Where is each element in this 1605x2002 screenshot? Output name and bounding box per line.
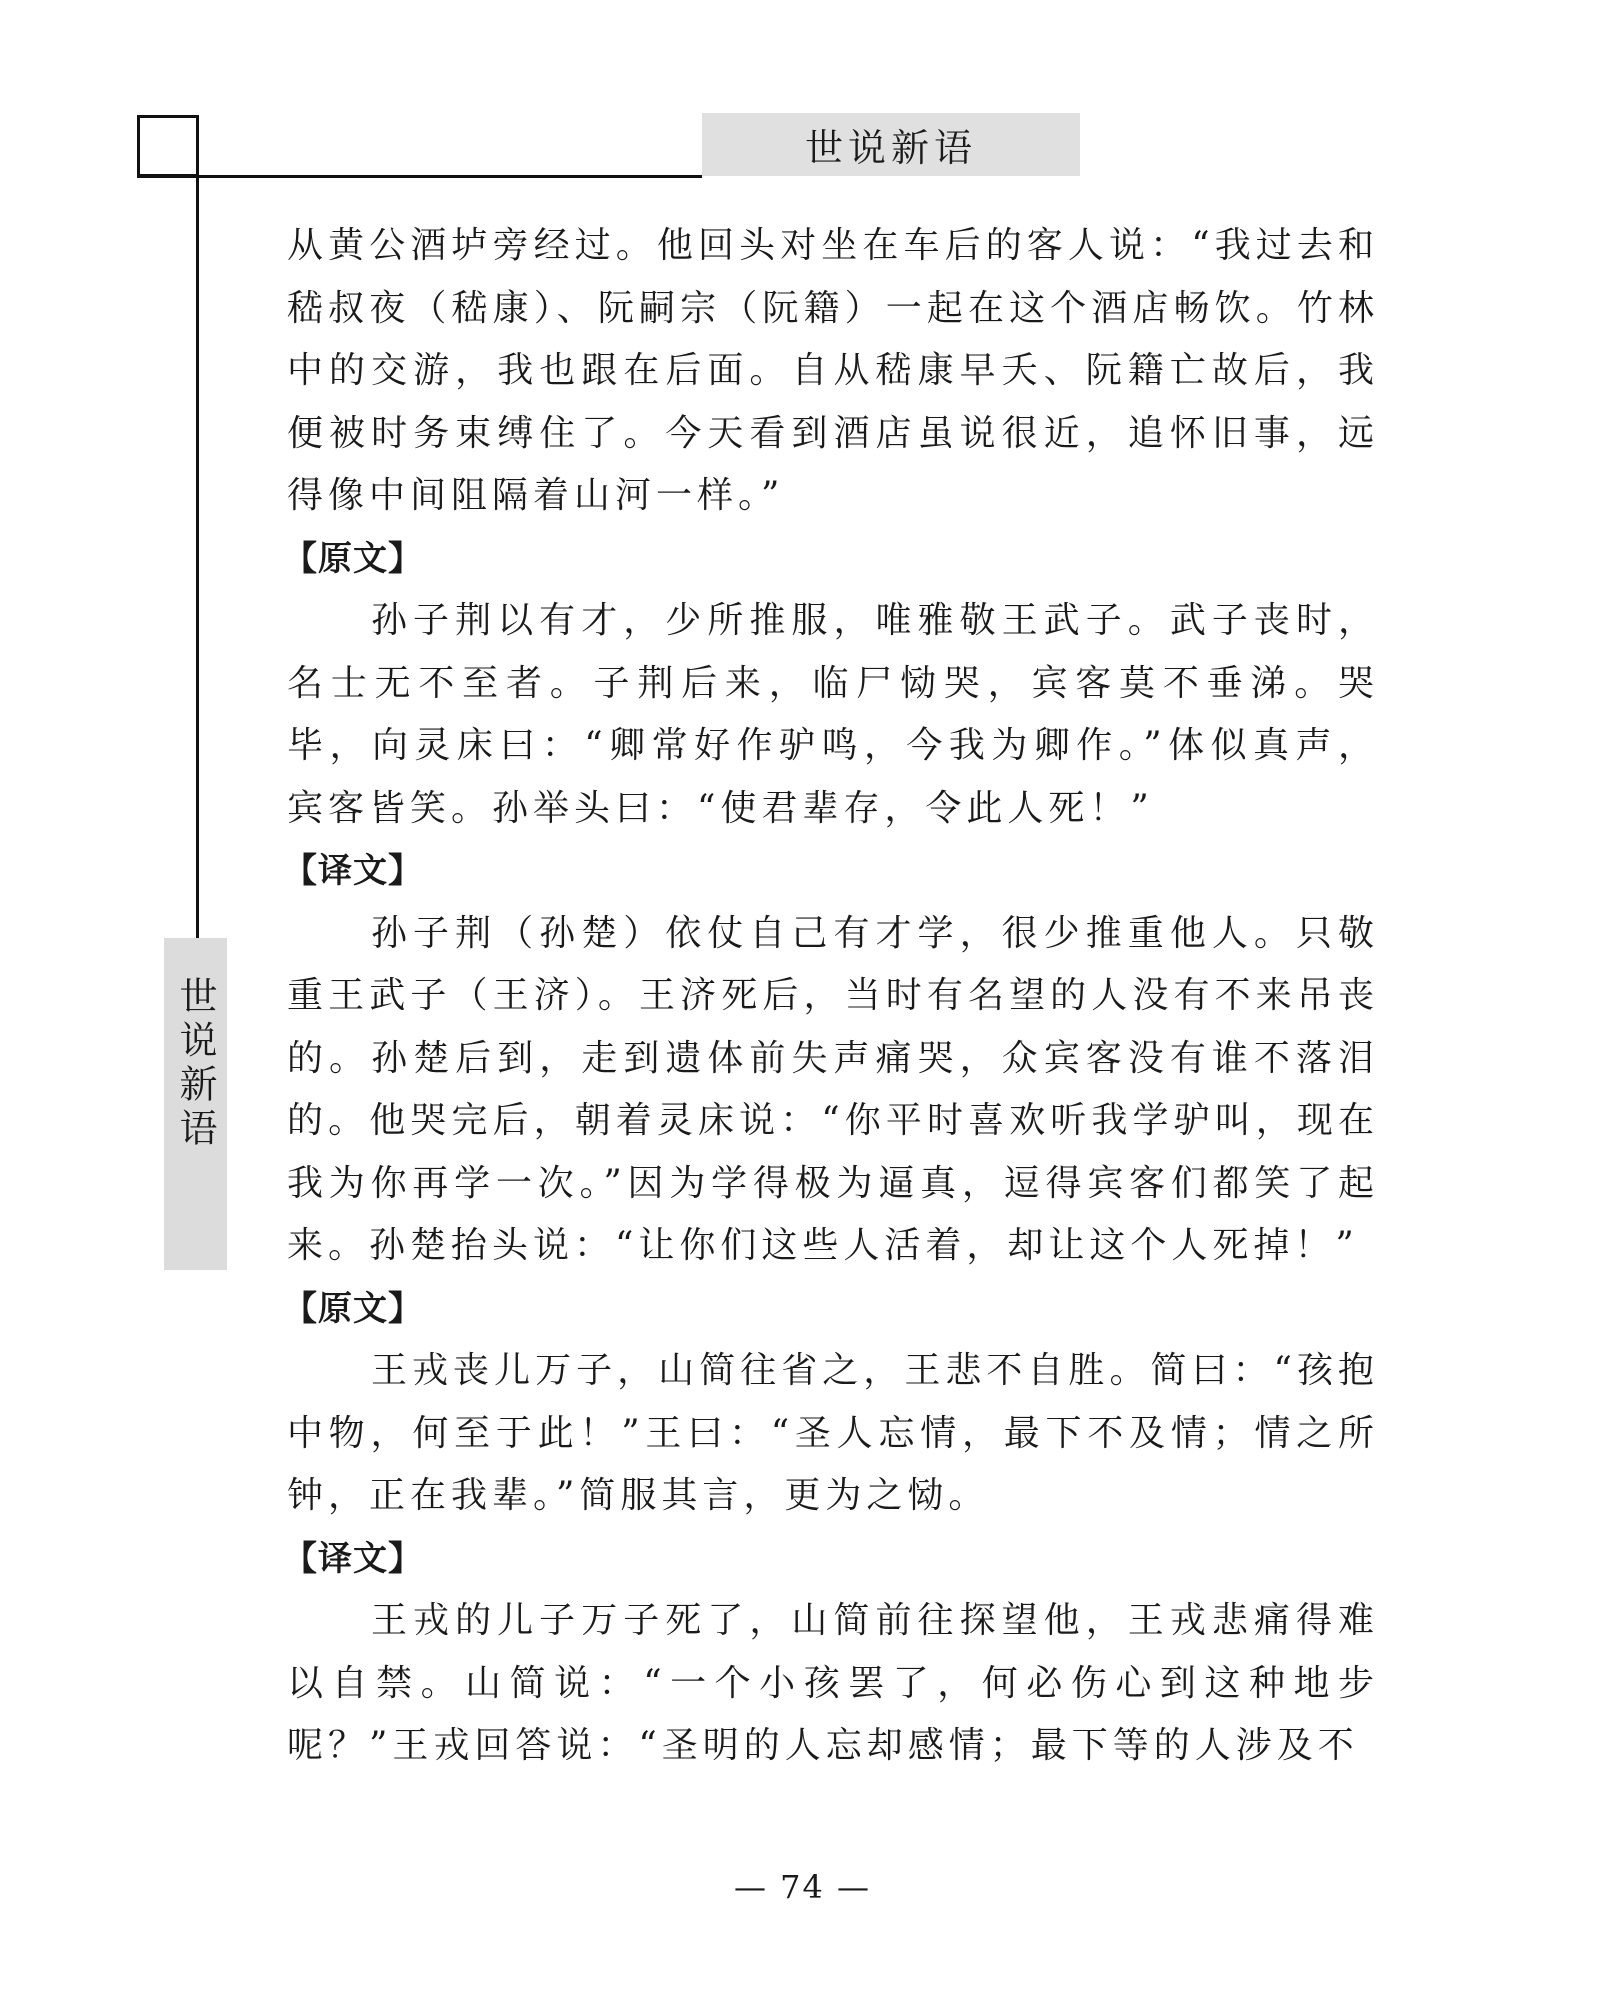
paragraph: 孙子荆以有才，少所推服，唯雅敬王武子。武子丧时，名士无不至者。子荆后来，临尸恸哭，宾客莫不垂涕。哭毕，向灵床曰：“卿常好作驴鸣，今我为卿作。”体似真声，宾客皆笑。孙举头曰：“使君辈存，令此人死！” — [287, 600, 1379, 829]
side-tab — [164, 938, 227, 1270]
paragraph: 孙子荆（孙楚）依仗自己有才学，很少推重他人。只敬重王武子（王济）。王济死后，当时有名望的人没有不来吊丧的。孙楚后到，走到遗体前失声痛哭，众宾客没有谁不落泪的。他哭完后，朝着灵床说：“你平时喜欢听我学驴叫，现在我为你再学一次。”因为学得极为逼真，逗得宾客们都笑了起来。孙楚抬头说：“让你们这些人活着，却让这个人死掉！” — [287, 912, 1379, 1266]
section-heading: 【译文】 — [283, 851, 423, 891]
book-title: 世说新语 — [804, 126, 977, 170]
paragraph: 王戎丧儿万子，山简往省之，王悲不自胜。简曰：“孩抱中物，何至于此！”王曰：“圣人忘情，最下不及情；情之所钟，正在我辈。”简服其言，更为之恸。 — [287, 1350, 1379, 1516]
running-header — [702, 113, 1080, 176]
header-rule — [137, 175, 702, 178]
side-book-title: 世说新语 — [173, 976, 217, 1152]
section-heading: 【原文】 — [283, 1288, 423, 1329]
page-number: — 74 — — [733, 1868, 872, 1906]
page-body — [283, 215, 1379, 1778]
margin-rule — [196, 115, 199, 938]
section-heading: 【译文】 — [283, 1538, 423, 1579]
corner-box-ornament — [137, 115, 199, 177]
paragraph: 王戎的儿子万子死了，山简前往探望他，王戎悲痛得难以自禁。山简说：“一个小孩罢了，何必伤心到这种地步呢？”王戎回答说：“圣明的人忘却感情；最下等的人涉及不 — [287, 1600, 1379, 1766]
section-heading: 【原文】 — [283, 538, 423, 579]
paragraph: 从黄公酒垆旁经过。他回头对坐在车后的客人说：“我过去和嵇叔夜（嵇康）、阮嗣宗（阮籍）一起在这个酒店畅饮。竹林中的交游，我也跟在后面。自从嵇康早夭、阮籍亡故后，我便被时务束缚住了。今天看到酒店虽说很近，追怀旧事，远得像中间阻隔着山河一样。” — [287, 225, 1379, 516]
